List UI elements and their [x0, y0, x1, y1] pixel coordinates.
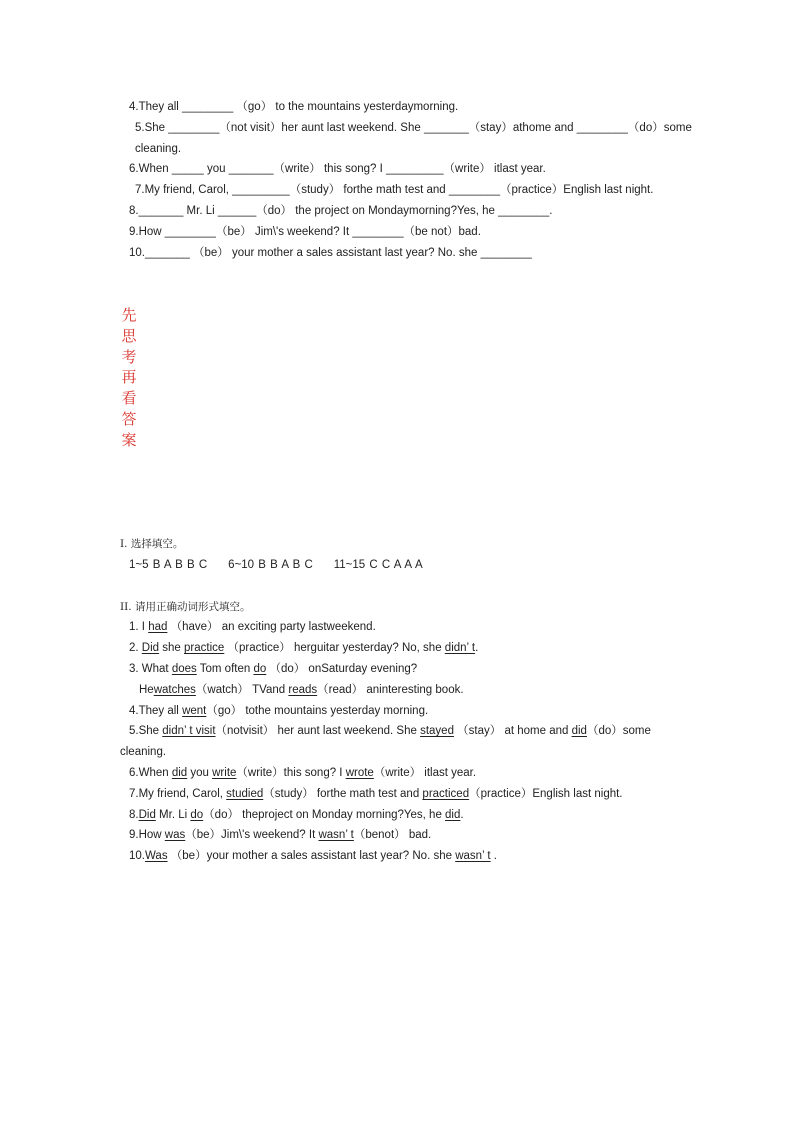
- line-text: 6.When _____ you _______（write） this song? I _________（write） itlast year.: [129, 163, 546, 175]
- exercise-line-5: [135, 121, 692, 135]
- note-char: 案: [121, 430, 137, 449]
- line-text: （practice） herguitar yesterday? No, she: [224, 642, 445, 654]
- line-text: （notvisit） her aunt last weekend. She: [215, 725, 421, 737]
- exercise-line-5-cont: [135, 142, 181, 156]
- answer-line-5-cont: [120, 745, 166, 759]
- line-text: （write） itlast year.: [373, 767, 477, 779]
- line-text: .: [460, 809, 464, 821]
- line-text: 8._______ Mr. Li ______（do） the project on Mondaymorning?Yes, he ________.: [129, 205, 553, 217]
- answer-word: stayed: [420, 725, 454, 737]
- line-text: 5.She ________（not visit）her aunt last weekend. She _______（stay）athome and ________（do）some: [135, 122, 692, 134]
- exercise-line-7: [135, 183, 653, 197]
- answer-word: was: [164, 829, 186, 841]
- answer-line-7: [129, 787, 623, 801]
- answer-word: wrote: [345, 767, 374, 779]
- line-text: 7.My friend, Carol, _________（study） forthe math test and ________（practice）English last night.: [135, 184, 654, 196]
- exercise-line-10: [129, 246, 532, 260]
- answer-word: write: [212, 767, 237, 779]
- line-text: 4.They all ________ （go） to the mountains yesterdaymorning.: [129, 101, 459, 113]
- answer-line-6: [129, 766, 476, 780]
- line-text: 4.They all: [129, 705, 183, 717]
- answer-word: studied: [226, 788, 264, 800]
- answer-word: didn’ t: [444, 642, 476, 654]
- exercise-line-4: [129, 100, 458, 114]
- line-text: He: [139, 684, 154, 696]
- line-text: （study） forthe math test and: [263, 788, 423, 800]
- line-text: （do） onSaturday evening?: [266, 663, 418, 675]
- line-text: 3. What: [129, 663, 172, 675]
- line-text: .: [490, 850, 497, 862]
- answer-word: did: [171, 767, 188, 779]
- answer-word: practiced: [422, 788, 470, 800]
- answer-line-3: [129, 662, 417, 676]
- answer-word: Did: [141, 642, 160, 654]
- line-text: （practice）English last night.: [469, 788, 623, 800]
- answer-line-4: [129, 704, 428, 718]
- answer-word: did: [571, 725, 587, 737]
- answer-word: had: [148, 621, 168, 633]
- line-text: Mr. Li: [155, 809, 191, 821]
- line-text: （benot） bad.: [353, 829, 432, 841]
- line-text: （do） theproject on Monday morning?Yes, he: [203, 809, 446, 821]
- answer-word: went: [182, 705, 207, 717]
- answer-word: do: [253, 663, 267, 675]
- section-1-title: I. 选择填空。: [120, 538, 184, 550]
- answer-word: watches: [153, 684, 196, 696]
- note-char: 看: [121, 389, 137, 408]
- note-char: 考: [121, 347, 137, 366]
- line-text: 5.She: [129, 725, 163, 737]
- line-text: 2.: [129, 642, 142, 654]
- answer-word: do: [190, 809, 204, 821]
- line-text: （go） tothe mountains yesterday morning.: [206, 705, 429, 717]
- answer-word: reads: [288, 684, 318, 696]
- line-text: .: [475, 642, 479, 654]
- answer-line-5: [129, 724, 651, 738]
- note-char: 再: [121, 368, 137, 387]
- line-text: 10.: [129, 850, 145, 862]
- line-text: （stay） at home and: [453, 725, 572, 737]
- exercise-line-8: [129, 204, 552, 218]
- line-text: 8.: [129, 809, 139, 821]
- line-text: （be）Jim\'s weekend? It: [185, 829, 319, 841]
- think-first-note: [120, 305, 138, 451]
- note-char: 答: [121, 409, 137, 428]
- answer-word: does: [171, 663, 197, 675]
- line-text: （do）some: [586, 725, 651, 737]
- answer-line-1: [129, 620, 376, 634]
- line-text: you: [187, 767, 213, 779]
- exercise-line-9: [129, 225, 481, 239]
- answer-word: didn’ t visit: [162, 725, 216, 737]
- answer-word: practice: [184, 642, 225, 654]
- answer-line-2: [129, 641, 478, 655]
- line-text: （read） aninteresting book.: [317, 684, 464, 696]
- line-text: 9.How: [129, 829, 165, 841]
- note-char: 先: [121, 306, 137, 324]
- line-text: （write）this song? I: [236, 767, 346, 779]
- answer-word: Was: [145, 850, 168, 862]
- answer-word: wasn’ t: [318, 829, 354, 841]
- line-text: 9.How ________（be） Jim\'s weekend? It ________（be not）bad.: [129, 226, 481, 238]
- answer-line-10: [129, 849, 497, 863]
- answer-line-3b: [139, 683, 464, 697]
- section-2-title: II. 请用正确动词形式填空。: [120, 601, 251, 613]
- answer-line-8: [129, 808, 464, 822]
- line-text: 7.My friend, Carol,: [129, 788, 227, 800]
- answer-line-9: [129, 828, 431, 842]
- line-text: （have） an exciting party lastweekend.: [167, 621, 376, 633]
- line-text: 1. I: [129, 621, 149, 633]
- line-text: Tom often: [196, 663, 254, 675]
- line-text: cleaning.: [135, 143, 182, 155]
- answer-word: wasn’ t: [455, 850, 491, 862]
- note-char: 思: [121, 326, 137, 345]
- exercise-line-6: [129, 162, 546, 176]
- line-text: she: [159, 642, 184, 654]
- line-text: 10._______ （be） your mother a sales assistant last year? No. she ________: [129, 247, 532, 259]
- answer-word: did: [445, 809, 461, 821]
- line-text: cleaning.: [120, 746, 167, 758]
- line-text: 6.When: [129, 767, 172, 779]
- answer-word: Did: [138, 809, 156, 821]
- line-text: （be）your mother a sales assistant last year? No. she: [167, 850, 456, 862]
- line-text: （watch） TVand: [195, 684, 289, 696]
- section-1-answers: 1~5 B A B B C 6~10 B B A B C 11~15 C C A A A: [129, 559, 423, 571]
